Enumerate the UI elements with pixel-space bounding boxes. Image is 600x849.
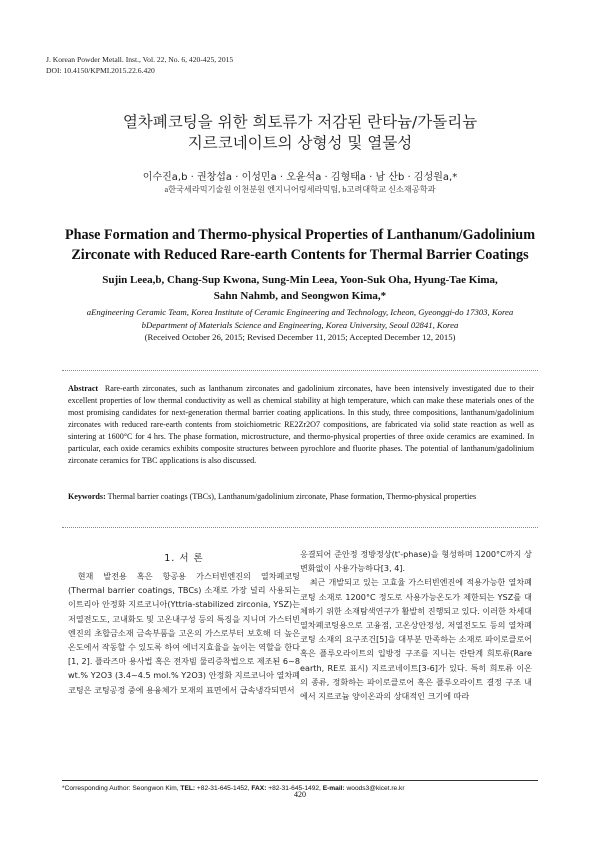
footer-name: Seongwon Kim, bbox=[132, 785, 179, 792]
korean-title-line1: 열차폐코팅을 위한 희토류가 저감된 란타늄/가돌리늄 bbox=[122, 113, 478, 131]
korean-title bbox=[0, 112, 600, 154]
journal-citation: J. Korean Powder Metall. Inst., Vol. 22, No. 6, 420-425, 2015 bbox=[46, 55, 234, 64]
abstract bbox=[68, 383, 534, 467]
divider-top bbox=[62, 370, 538, 371]
korean-title-line2: 지르코네이트의 상형성 및 열물성 bbox=[187, 134, 413, 152]
doi: DOI: 10.4150/KPMI.2015.22.6.420 bbox=[46, 66, 155, 75]
footer-tel-label: TEL: bbox=[180, 785, 196, 792]
keywords-text: Thermal barrier coatings (TBCs), Lanthanum/gadolinium zirconate, Phase formation, Thermo-physical properties bbox=[107, 492, 477, 501]
footer-tel: +82-31-645-1452, bbox=[196, 785, 250, 792]
footer-fax: +82-31-645-1492, bbox=[268, 785, 321, 792]
paragraph: 응결되어 준안정 정방정상(t'-phase)을 형성하며 1200°C까지 상변화없이 사용가능하다[3, 4]. bbox=[300, 549, 532, 574]
english-title-line1: Phase Formation and Thermo-physical Properties of Lanthanum/Gadolinium bbox=[64, 227, 536, 243]
english-authors bbox=[40, 272, 560, 304]
divider-bottom bbox=[62, 527, 538, 528]
affiliation-b: bDepartment of Materials Science and Engineering, Korea University, Seoul 02841, Korea bbox=[141, 319, 459, 330]
page-number: 420 bbox=[294, 790, 306, 799]
abstract-text: Rare-earth zirconates, such as lanthanum zirconates and gadolinium zirconates, have been intensively investigated due to their excellent properties of low thermal conductivity as well as chemical stability at high temperature, which can make these materials ones of the most promising candidates for next-generation thermal barrier coating applications. In this study, three compositions, lanthanum/gadolinium zirconates with reduced rare-earth contents from stoichiometric RE2Zr2O7 compositions, are fabricated via solid state reaction as well as sintering at 1600°C for 4 hrs. The phase formation, microstructure, and thermo-physical properties of three oxide ceramics are examined. In particular, each oxide ceramics exhibits composite structures between pyrochlore and fluorite phases. The potential of lanthanum/gadolinium zirconate ceramics for TBC applications is also discussed. bbox=[68, 384, 534, 465]
english-title-line2: Zirconate with Reduced Rare-earth Contents for Thermal Barrier Coatings bbox=[71, 247, 529, 263]
paragraph: 최근 개발되고 있는 고효율 가스터빈엔진에 적용가능한 열차폐코팅 소재로 1200°C 정도로 사용가능온도가 제한되는 YSZ를 대체하기 위한 소재탐색연구가 활발히 진행되고 있다. 이러한 차세대 열차폐코팅용으로 고융점, 고온상안정성, 저열전도도 등의 열차폐코팅 소재의 요구조건[5]을 대부분 만족하는 소재로 파이로클로어 혹은 플루오라이트의 입방정 구조를 지니는 란탄계 희토류(Rare earth, RE로 표시) 지르코네이트[3-6]가 있다. 특히 희토류 이온의 종류, 정화하는 파이로클로어 혹은 플루오라이트 결정 구조 내에서 지르코늄 양이온과의 상대적인 크기에 따라 bbox=[300, 577, 532, 702]
english-authors-line2: Sahn Nahmb, and Seongwon Kima,* bbox=[213, 290, 387, 302]
affiliation-a: aEngineering Ceramic Team, Korea Institute of Ceramic Engineering and Technology, Icheon, Gyeonggi-do 17303, Korea bbox=[86, 307, 514, 317]
left-column bbox=[68, 569, 300, 697]
journal-header bbox=[46, 54, 233, 76]
english-authors-line1: Sujin Leea,b, Chang-Sup Kwona, Sung-Min Leea, Yoon-Suk Oha, Hyung-Tae Kima, bbox=[102, 274, 498, 286]
english-affiliation bbox=[30, 306, 570, 344]
footer-email: woods3@kicet.re.kr bbox=[346, 785, 405, 792]
footer-fax-label: FAX: bbox=[251, 785, 267, 792]
footer-email-label: E-mail: bbox=[322, 785, 345, 792]
english-title bbox=[40, 225, 560, 265]
section-heading: 1. 서 론 bbox=[164, 553, 204, 564]
korean-affiliation: a한국세라믹기술원 이천분원 엔지니어링세라믹팀, b고려대학교 신소재공학과 bbox=[164, 185, 436, 194]
keywords bbox=[68, 491, 534, 503]
keywords-label: Keywords: bbox=[68, 492, 106, 501]
received-dates: (Received October 26, 2015; Revised December 11, 2015; Accepted December 12, 2015) bbox=[144, 332, 456, 342]
right-column bbox=[300, 547, 532, 703]
paragraph: 현재 발전용 혹은 항공용 가스터빈엔진의 열차폐코팅 (Thermal barrier coatings, TBCs) 소재로 가장 널리 사용되는 이트리아 안정화 지르코니아(Yttria-stabilized zirconia, YSZ)는 저열전도도, 고내화도 및 고온내구성 등의 특징을 지니며 가스터빈엔진의 초합금소재 금속부품을 고온의 가스로부터 보호해 더 높은 온도에서 작동할 수 있도록 하여 에너지효율을 높이는 역할을 한다[1, 2]. 플라즈마 용사법 혹은 전자빔 물리증착법으로 제조된 6~8 wt.% Y2O3 (3.4~4.5 mol.% Y2O3) 안정화 지르코니아 열차폐코팅은 코팅공정 중에 용융체가 모재의 표면에서 급속냉각되면서 bbox=[68, 571, 300, 695]
footer-label: *Corresponding Author: bbox=[62, 785, 131, 792]
abstract-label: Abstract bbox=[68, 384, 99, 393]
korean-authors: 이수진a,b · 권창섭a · 이성민a · 오윤석a · 김형태a · 남 산b · 김성원a,* bbox=[142, 172, 458, 183]
